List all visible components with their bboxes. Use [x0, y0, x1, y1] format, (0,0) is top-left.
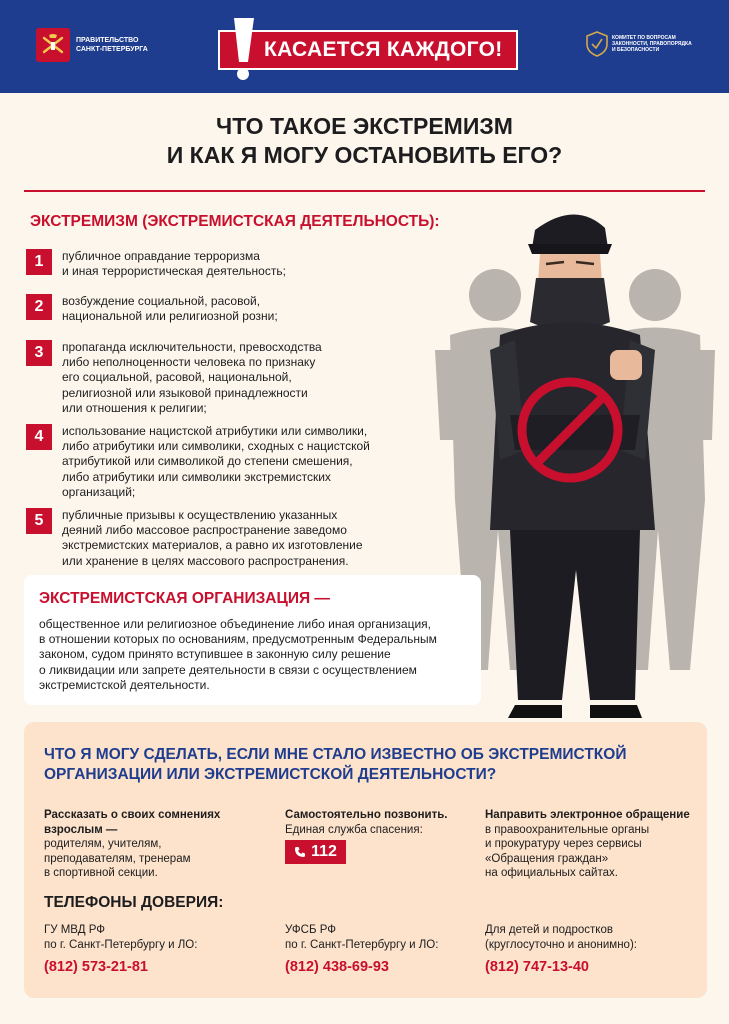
- committee-shield-icon: [586, 31, 608, 57]
- action-appeal-title: Направить электронное обращение: [485, 809, 690, 821]
- action-appeal-text: в правоохранительные органы и прокуратуру через сервисы «Обращения граждан» на официальных сайтах.: [485, 823, 650, 879]
- item-text: публичные призывы к осуществлению указанных деяний либо массовое распространение заведомо экстремистских материалов, а равно их изготовление или хранение в целях массового распространения.: [62, 508, 363, 568]
- action-call-title: Самостоятельно позвонить.: [285, 809, 448, 821]
- item-text: публичное оправдание терроризма и иная террористическая деятельность;: [62, 249, 286, 279]
- item-text: пропаганда исключительности, превосходства либо неполноценности человека по признаку его социальной, расовой, национальной, религиозной или языковой принадлежности или отношения к религии;: [62, 340, 322, 415]
- committee-logo: [586, 31, 694, 57]
- banner-text: КАСАЕТСЯ КАЖДОГО!: [264, 38, 503, 61]
- action-tell-adults-title: Рассказать о своих сомнениях взрослым —: [44, 809, 221, 836]
- hotline-label: УФСБ РФ по г. Санкт-Петербургу и ЛО:: [285, 924, 439, 951]
- action-heading: ЧТО Я МОГУ СДЕЛАТЬ, ЕСЛИ МНЕ СТАЛО ИЗВЕСТНО ОБ ЭКСТРЕМИСТКОЙ ОРГАНИЗАЦИИ ИЛИ ЭКСТРЕМИСТСКОЙ ДЕЯТЕЛЬНОСТИ?: [44, 746, 627, 783]
- title-line-2: И КАК Я МОГУ ОСТАНОВИТЬ ЕГО?: [166, 142, 563, 168]
- committee-name: КОМИТЕТ ПО ВОПРОСАМ ЗАКОННОСТИ, ПРАВОПОРЯДКА И БЕЗОПАСНОСТИ: [612, 35, 692, 53]
- emergency-number-badge: [285, 840, 346, 864]
- organization-definition-box: [24, 575, 481, 705]
- exclamation-icon: [228, 16, 260, 84]
- page-title: [0, 112, 729, 170]
- hotline-label: ГУ МВД РФ по г. Санкт-Петербургу и ЛО:: [44, 924, 198, 951]
- hotline-number: (812) 438-69-93: [285, 959, 389, 975]
- hotline-label: Для детей и подростков (круглосуточно и анонимно):: [485, 924, 637, 951]
- title-line-1: ЧТО ТАКОЕ ЭКСТРЕМИЗМ: [216, 113, 513, 139]
- extremism-heading: ЭКСТРЕМИЗМ (ЭКСТРЕМИСТСКАЯ ДЕЯТЕЛЬНОСТЬ):: [30, 213, 440, 230]
- action-panel: [24, 722, 707, 998]
- action-call-yourself: [285, 808, 475, 837]
- hotline-number: (812) 573-21-81: [44, 959, 148, 975]
- organization-heading: ЭКСТРЕМИСТСКАЯ ОРГАНИЗАЦИЯ —: [39, 590, 330, 607]
- title-divider: [24, 190, 705, 192]
- hotline-number: (812) 747-13-40: [485, 959, 589, 975]
- emergency-number: 112: [311, 843, 337, 860]
- header-bar: [0, 0, 729, 93]
- item-text: использование нацистской атрибутики или символики, либо атрибутики или символики, сходных с нацистской атрибутикой или символикой до степени смешения, либо атрибутики или символики экстремистских организаций;: [62, 424, 370, 499]
- spb-coat-of-arms-icon: [36, 28, 70, 62]
- organization-text: общественное или религиозное объединение либо иная организация, в отношении которых по основаниям, предусмотренным Федеральным законом, судом принято вступившее в законную силу решение о ликвидации или запрете деятельности в связи с осуществлением экстремистской деятельности.: [39, 617, 437, 692]
- action-call-text: Единая служба спасения:: [285, 823, 423, 836]
- government-logo: [36, 28, 151, 62]
- item-number: 3: [26, 340, 52, 366]
- item-number: 2: [26, 294, 52, 320]
- banner-concerns-everyone: [218, 30, 518, 70]
- item-number: 1: [26, 249, 52, 275]
- phone-icon: [294, 846, 306, 858]
- item-text: возбуждение социальной, расовой, национальной или религиозной розни;: [62, 294, 278, 324]
- government-name: ПРАВИТЕЛЬСТВО САНКТ-ПЕТЕРБУРГА: [76, 37, 148, 53]
- item-number: 4: [26, 424, 52, 450]
- action-tell-adults: [44, 808, 254, 881]
- action-tell-adults-text: родителям, учителям, преподавателям, тренерам в спортивной секции.: [44, 838, 191, 879]
- hotlines-heading: ТЕЛЕФОНЫ ДОВЕРИЯ:: [44, 894, 224, 911]
- action-send-appeal: [485, 808, 700, 881]
- item-number: 5: [26, 508, 52, 534]
